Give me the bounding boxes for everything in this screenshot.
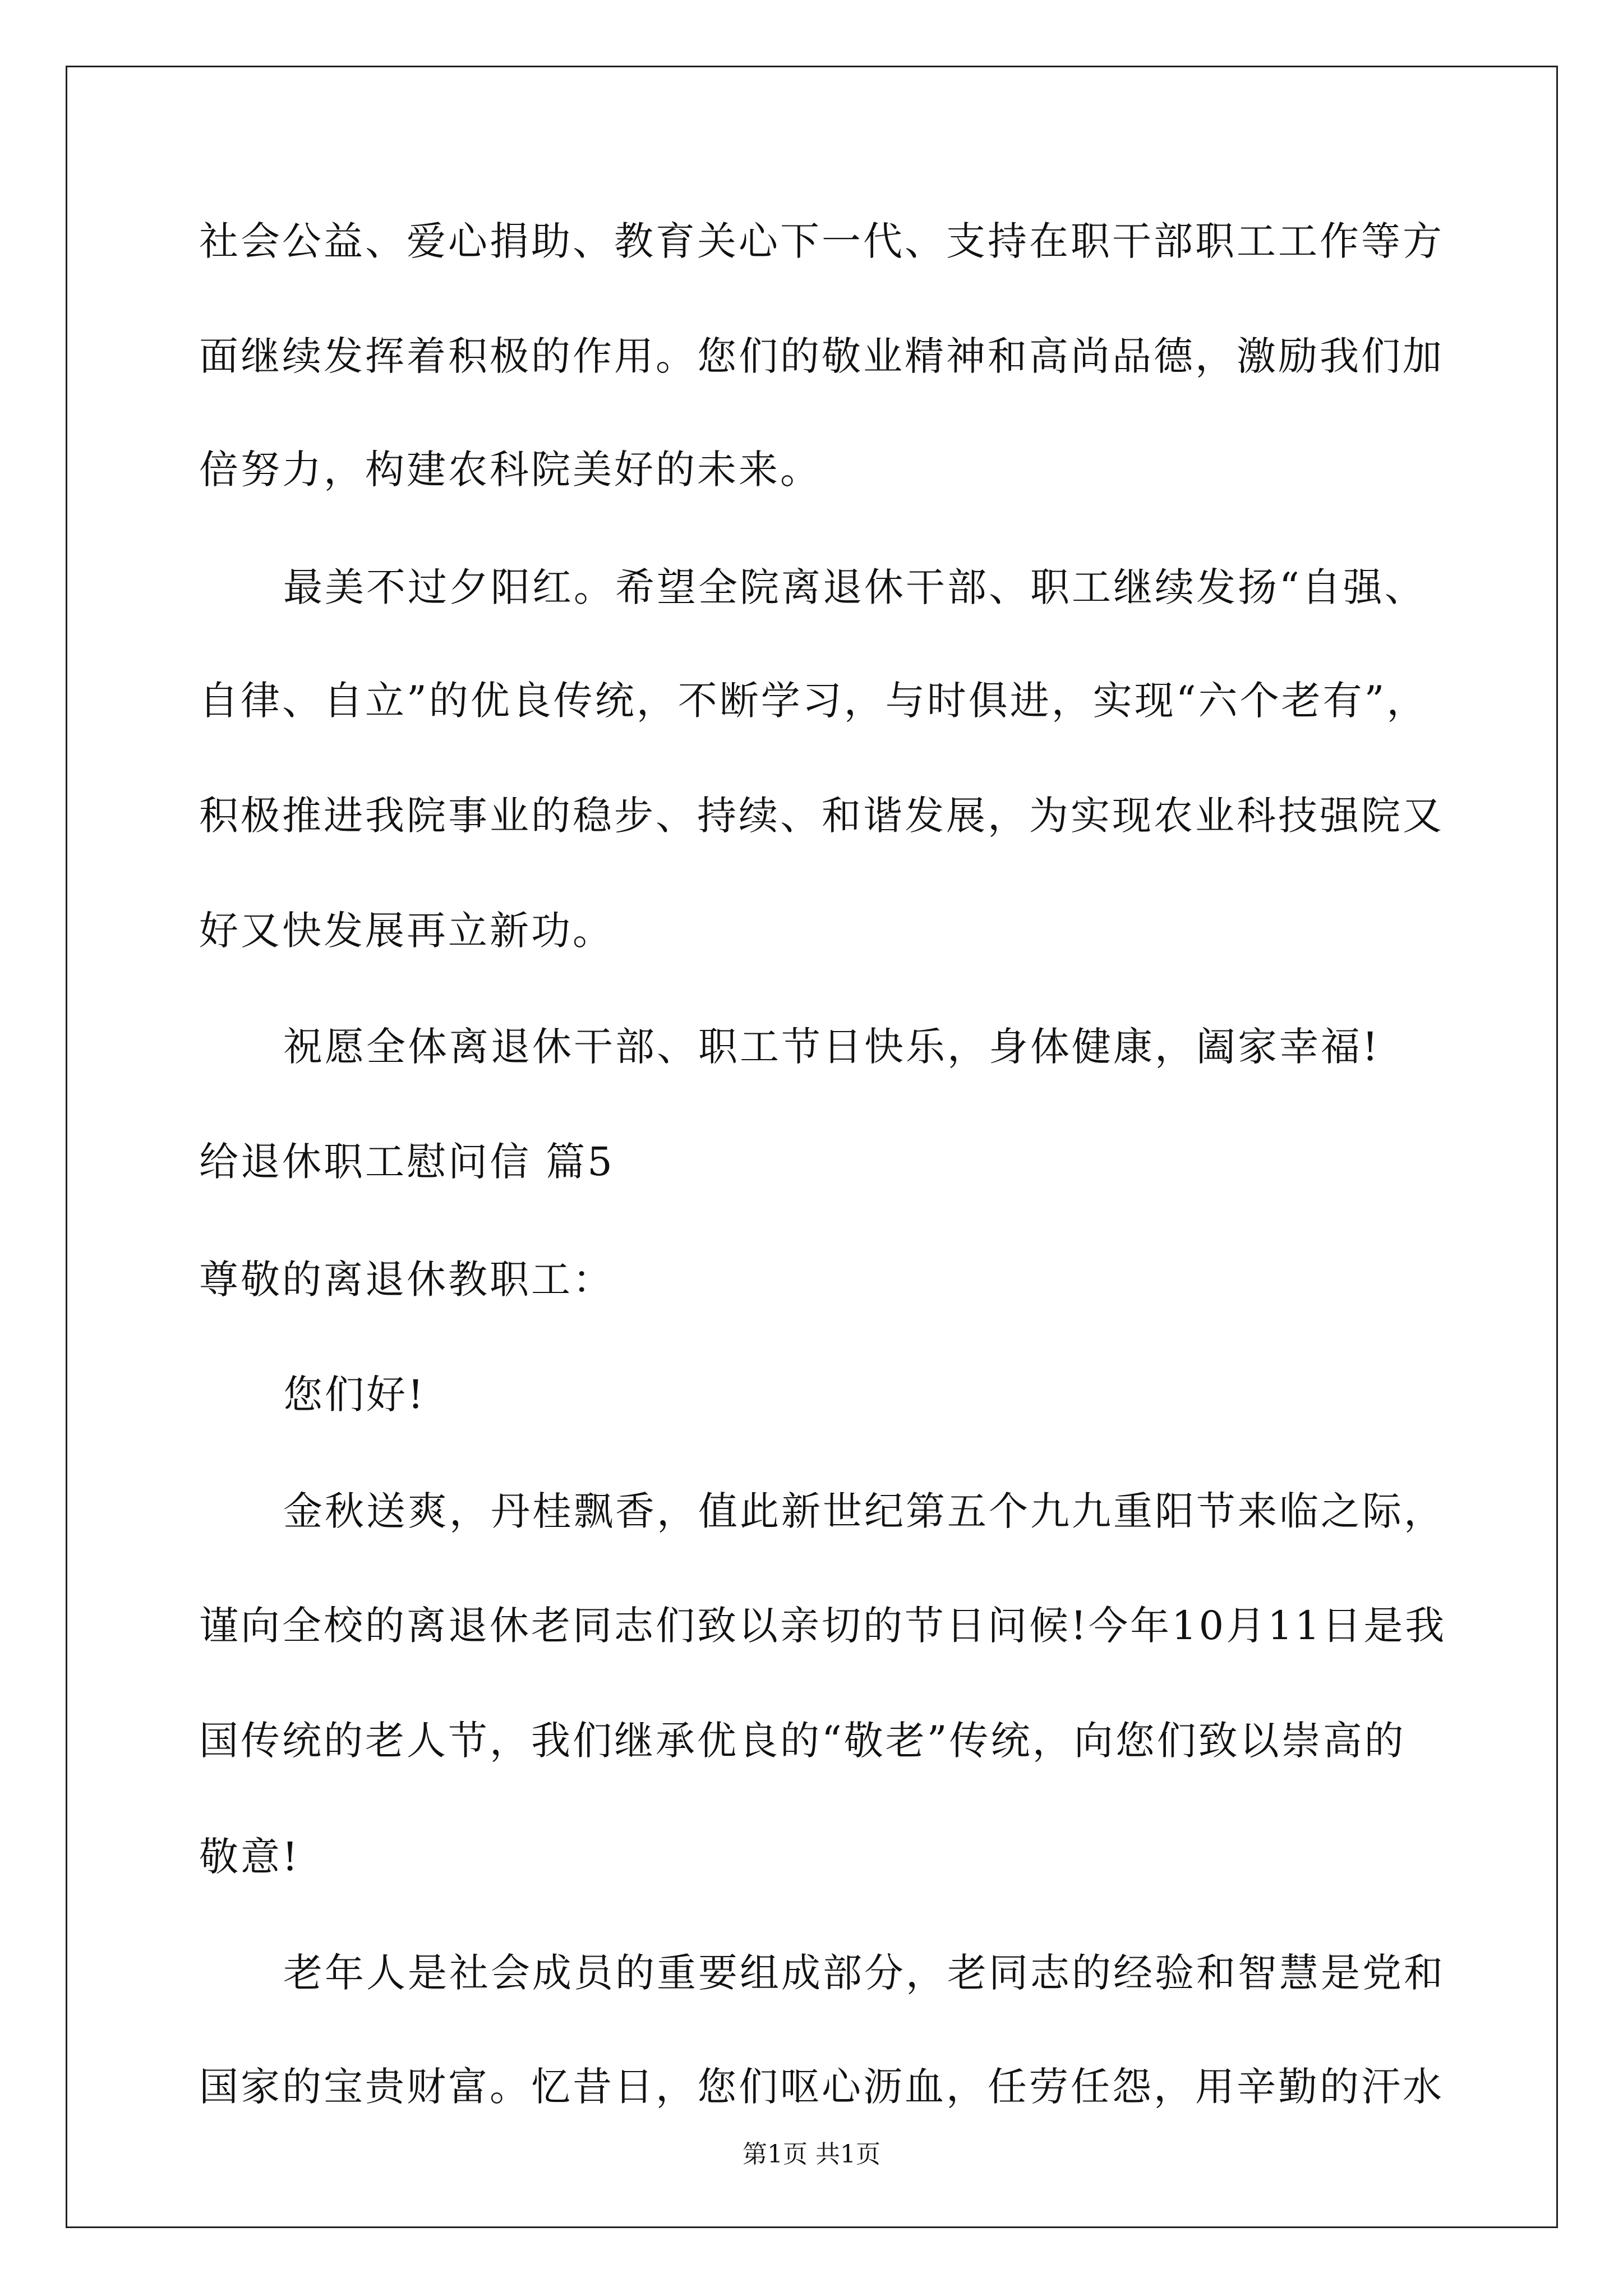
- paragraph-line: 老年人是社会成员的重要组成部分，老同志的经验和智慧是党和: [283, 1950, 1445, 1996]
- paragraph-line: 积极推进我院事业的稳步、持续、和谐发展，为实现农业科技强院又: [199, 793, 1444, 839]
- paragraph-line: 国传统的老人节，我们继承优良的“敬老”传统，向您们致以崇高的: [199, 1718, 1406, 1764]
- section-heading: 给退休职工慰问信 篇5: [199, 1139, 615, 1185]
- paragraph-line: 倍努力，构建农科院美好的未来。: [199, 447, 822, 493]
- greeting: 您们好!: [283, 1372, 426, 1418]
- paragraph-line: 国家的宝贵财富。忆昔日，您们呕心沥血，任劳任怨，用辛勤的汗水: [199, 2064, 1444, 2110]
- paragraph-line: 面继续发挥着积极的作用。您们的敬业精神和高尚品德，激励我们加: [199, 333, 1444, 379]
- paragraph-line: 谨向全校的离退休老同志们致以亲切的节日问候!今年10月11日是我: [199, 1603, 1447, 1649]
- paragraph-line: 祝愿全体离退休干部、职工节日快乐，身体健康，阖家幸福!: [283, 1024, 1381, 1070]
- salutation: 尊敬的离退休教职工：: [199, 1257, 614, 1303]
- paragraph-line: 最美不过夕阳红。希望全院离退休干部、职工继续发扬“自强、: [283, 564, 1426, 610]
- page-footer: 第1页 共1页: [743, 2140, 880, 2169]
- paragraph-line: 自律、自立”的优良传统，不断学习，与时俱进，实现“六个老有”，: [199, 678, 1428, 724]
- paragraph-line: 社会公益、爱心捐助、教育关心下一代、支持在职干部职工工作等方: [199, 218, 1444, 264]
- paragraph-line: 金秋送爽，丹桂飘香，值此新世纪第五个九九重阳节来临之际，: [283, 1488, 1445, 1534]
- paragraph-line: 好又快发展再立新功。: [199, 908, 614, 954]
- paragraph-line: 敬意!: [199, 1834, 301, 1880]
